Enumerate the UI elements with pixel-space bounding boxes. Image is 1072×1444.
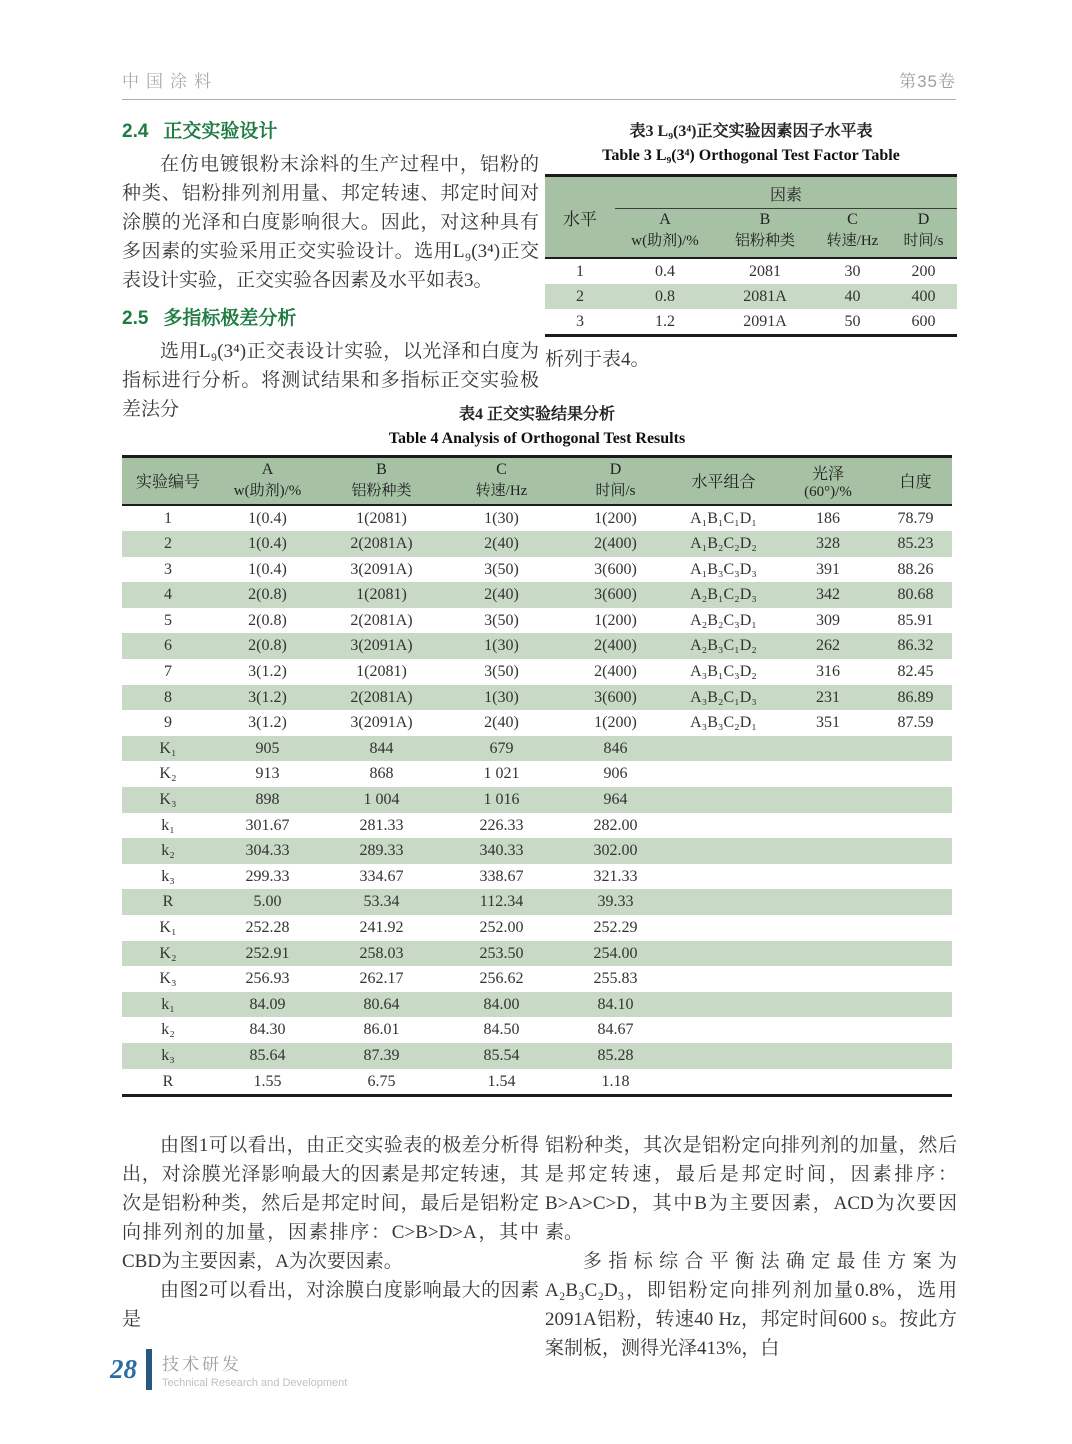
- table-cell: 1(200): [594, 611, 637, 629]
- column-sublabel: w(助剂)/%: [233, 483, 302, 500]
- table-cell: 1(30): [484, 688, 519, 706]
- table-cell: 2: [576, 288, 584, 305]
- table-cell: 2081A: [743, 288, 787, 305]
- table-cell: 1(30): [484, 637, 519, 655]
- table-cell: 252.28: [245, 919, 290, 936]
- column-sublabel: 转速/Hz: [475, 483, 528, 500]
- table3-level-header: 水平: [545, 176, 615, 259]
- table3-col-B: [715, 209, 815, 259]
- table-cell: 6: [164, 637, 172, 655]
- table-cell: 2(400): [594, 663, 637, 681]
- table-cell: 1 004: [363, 791, 400, 809]
- table-row: [122, 531, 952, 557]
- table-cell: 281.33: [359, 816, 404, 834]
- table-cell: 2081: [749, 263, 781, 280]
- table-cell: 231: [816, 688, 840, 706]
- discussion-right-2: 多指标综合平衡法确定最佳方案为A₂B₃C₂D₃，即铝粉定向排列剂加量0.8%，选用2091A铝粉，转速40 Hz，邦定时间600 s。按此方案制板，测得光泽413%，白: [545, 1251, 957, 1359]
- table-cell: 289.33: [359, 842, 404, 860]
- footer-label-en: Technical Research and Development: [162, 1377, 348, 1389]
- table-cell: k₂: [161, 842, 175, 860]
- table-cell: [879, 992, 952, 1018]
- paragraph-2-5: 选用L₉(3⁴)正交表设计实验，以光泽和白度为指标进行分析。将测试结果和多指标正交实验极差法分: [122, 341, 539, 420]
- table-cell: 2: [164, 535, 172, 553]
- table-row: [122, 787, 952, 813]
- table-row: [122, 838, 952, 864]
- table-cell: 39.33: [597, 893, 634, 911]
- table-cell: [670, 1017, 777, 1043]
- table-cell: 84.30: [249, 1021, 286, 1039]
- table3-body: [545, 258, 957, 336]
- table-cell: k₃: [161, 1046, 175, 1064]
- table-cell: 252.29: [593, 919, 638, 936]
- table-cell: A₂B₁C₂D₃: [690, 586, 757, 604]
- table-cell: K₂: [159, 944, 177, 962]
- table-cell: 253.50: [479, 944, 524, 962]
- table-row: [122, 864, 952, 890]
- table-cell: R: [162, 893, 174, 911]
- column-letter: C: [847, 211, 858, 228]
- table-cell: 40: [844, 288, 861, 305]
- table-cell: 3(600): [594, 586, 637, 604]
- table-cell: 2(0.8): [248, 611, 287, 629]
- table-cell: k₂: [161, 1021, 175, 1039]
- column-label: 水平组合: [691, 474, 756, 492]
- discussion-left-2: 由图2可以看出，对涂膜白度影响最大的因素是: [122, 1280, 539, 1330]
- volume-label: 第35卷: [899, 72, 956, 91]
- table-cell: [670, 992, 777, 1018]
- table-cell: 5.00: [253, 893, 282, 911]
- table-cell: 2(40): [484, 535, 519, 553]
- table-cell: [777, 889, 879, 915]
- table-row: [122, 736, 952, 762]
- table-cell: 85.28: [597, 1046, 634, 1064]
- table-cell: [777, 941, 879, 967]
- table-cell: 905: [255, 739, 280, 757]
- table-cell: 1: [164, 509, 172, 527]
- column-sublabel: 时间/s: [595, 483, 636, 500]
- table-cell: 2(0.8): [248, 637, 287, 655]
- table-cell: A₃B₂C₁D₃: [690, 688, 757, 706]
- table-cell: 340.33: [479, 842, 524, 860]
- table-cell: A₃B₃C₂D₁: [690, 714, 757, 732]
- table-cell: K₁: [159, 919, 177, 936]
- table-cell: 3(2091A): [350, 637, 413, 655]
- table-row: [122, 966, 952, 992]
- table-cell: 256.62: [479, 970, 524, 988]
- table-cell: 1(2081): [356, 586, 407, 604]
- table-cell: 3(600): [594, 560, 637, 578]
- table-cell: 3(2091A): [350, 714, 413, 732]
- table-cell: 252.91: [245, 944, 290, 962]
- table-cell: 87.59: [897, 714, 934, 732]
- column-sublabel: 铝粉种类: [351, 483, 412, 500]
- column-label: 白度: [899, 474, 932, 492]
- table-cell: 391: [816, 560, 840, 578]
- table-cell: 84.10: [597, 995, 634, 1013]
- table3-title-zh: 表3 L₉(3⁴)正交实验因素因子水平表: [629, 123, 873, 140]
- table-cell: [777, 736, 879, 762]
- table-cell: 30: [844, 263, 861, 280]
- table-cell: 1.55: [253, 1072, 282, 1090]
- table-row: [122, 685, 952, 711]
- table4: [122, 455, 952, 1097]
- table-cell: 2091A: [743, 313, 787, 330]
- table-row: [122, 915, 952, 941]
- table-cell: 86.89: [897, 688, 934, 706]
- table-cell: [670, 787, 777, 813]
- footer-section-labels: [162, 1350, 347, 1389]
- table-cell: 200: [911, 263, 936, 280]
- table-cell: [777, 1017, 879, 1043]
- table4-col-C: [442, 457, 561, 505]
- table4-col-gloss: [777, 457, 879, 505]
- table-cell: 3(1.2): [248, 663, 287, 681]
- table-cell: 5: [164, 611, 172, 629]
- table3-col-C: [815, 209, 890, 259]
- table4-col-combination: [670, 457, 777, 505]
- table-cell: 2(2081A): [350, 535, 413, 553]
- table3-col-D: [890, 209, 957, 259]
- paragraph-2-4: 在仿电镀银粉末涂料的生产过程中，铝粉的种类、铝粉排列剂用量、邦定转速、邦定时间对涂膜的光泽和白度影响很大。因此，对这种具有多因素的实验采用正交实验设计。选用L₉(3⁴)正交表设计实验，正交实验各因素及水平如表3。: [122, 154, 539, 291]
- table-cell: 1(0.4): [248, 560, 287, 578]
- table-cell: 256.93: [245, 970, 290, 988]
- right-column-top: [545, 118, 957, 374]
- table-cell: 85.91: [897, 611, 934, 629]
- table-cell: [879, 736, 952, 762]
- table-cell: 112.34: [479, 893, 524, 911]
- right-column-bottom: [545, 1131, 957, 1363]
- table-row: [122, 659, 952, 685]
- table-cell: A₂B₂C₃D₁: [690, 611, 757, 629]
- table-cell: 84.00: [483, 995, 520, 1013]
- table3-header: [545, 176, 957, 259]
- table4-header: [122, 457, 952, 505]
- table-row: [122, 710, 952, 736]
- table-cell: 3(600): [594, 688, 637, 706]
- table-cell: R: [162, 1072, 174, 1090]
- section-title: 多指标极差分析: [163, 308, 297, 329]
- table-cell: [670, 941, 777, 967]
- column-label: 光泽: [811, 465, 844, 483]
- table-cell: 8: [164, 688, 172, 706]
- table3: [545, 174, 957, 337]
- section-heading-2-4: [122, 116, 539, 143]
- table-cell: 2(400): [594, 637, 637, 655]
- table-cell: 1.54: [487, 1072, 516, 1090]
- table-cell: 342: [816, 586, 840, 604]
- table-cell: 913: [255, 765, 280, 783]
- table4-col-D: [561, 457, 670, 505]
- table-cell: 351: [816, 714, 840, 732]
- table-cell: 3(50): [484, 560, 519, 578]
- table-cell: 2(2081A): [350, 688, 413, 706]
- table-cell: [670, 864, 777, 890]
- table-row: [545, 258, 957, 284]
- table-cell: [879, 864, 952, 890]
- table-cell: 9: [164, 714, 172, 732]
- table-cell: 254.00: [593, 944, 638, 962]
- table-cell: 0.8: [655, 288, 675, 305]
- table-cell: 85.54: [483, 1046, 520, 1064]
- table-cell: 299.33: [245, 867, 290, 885]
- table-row: [122, 1043, 952, 1069]
- table-cell: 2(2081A): [350, 611, 413, 629]
- page-header: [122, 68, 956, 100]
- column-label: A: [261, 461, 274, 479]
- table-cell: 1(2081): [356, 509, 407, 527]
- column-letter: B: [759, 211, 771, 228]
- table-cell: 6.75: [367, 1072, 396, 1090]
- section-number: 2.4: [122, 121, 149, 142]
- table-cell: [670, 966, 777, 992]
- table-cell: 1(0.4): [248, 535, 287, 553]
- paragraph-2-5-continued: 析列于表4。: [545, 349, 650, 370]
- table3-title-en: Table 3 L₉(3⁴) Orthogonal Test Factor Table: [602, 147, 900, 164]
- table-cell: 2(400): [594, 535, 637, 553]
- table-cell: 906: [603, 765, 628, 783]
- table-row: [122, 633, 952, 659]
- table-cell: 3: [576, 313, 584, 330]
- table-row: [122, 608, 952, 634]
- table-cell: 301.67: [245, 816, 290, 834]
- table-cell: 7: [164, 663, 172, 681]
- table-cell: 3(2091A): [350, 560, 413, 578]
- column-letter: A: [659, 211, 671, 228]
- table-cell: 50: [844, 313, 861, 330]
- table-cell: 84.50: [483, 1021, 520, 1039]
- table-cell: [670, 915, 777, 941]
- table-cell: 86.01: [363, 1021, 400, 1039]
- table-cell: 84.67: [597, 1021, 634, 1039]
- table-cell: 88.26: [897, 560, 934, 578]
- table-cell: [879, 1069, 952, 1096]
- table-cell: k₁: [161, 816, 175, 834]
- table-cell: 1.2: [655, 313, 675, 330]
- table-cell: 679: [489, 739, 514, 757]
- column-sublabel: 铝粉种类: [734, 233, 795, 249]
- table-cell: 309: [816, 611, 840, 629]
- table-cell: 87.39: [363, 1046, 400, 1064]
- table-row: [122, 941, 952, 967]
- table-row: [122, 761, 952, 787]
- table-cell: 328: [816, 535, 840, 553]
- table-cell: 262.17: [359, 970, 404, 988]
- table-cell: k₃: [161, 867, 175, 885]
- table-cell: [777, 838, 879, 864]
- column-letter: D: [917, 211, 930, 228]
- table-cell: 2(0.8): [248, 586, 287, 604]
- table3-factor-header: 因素: [615, 176, 957, 209]
- table-cell: 1(200): [594, 509, 637, 527]
- table-cell: 600: [911, 313, 936, 330]
- table-cell: [879, 813, 952, 839]
- table-cell: 1(30): [484, 509, 519, 527]
- table-cell: 1(2081): [356, 663, 407, 681]
- table-cell: 316: [816, 663, 840, 681]
- page-number: 28: [110, 1354, 137, 1384]
- table-cell: [879, 1043, 952, 1069]
- table-cell: K₃: [159, 970, 177, 988]
- discussion-left-1: 由图1可以看出，由正交实验表的极差分析得出，对涂膜光泽影响最大的因素是邦定转速，其次是铝粉种类，然后是邦定时间，最后是铝粉定向排列剂的加量，因素排序：C>B>D>A，其中CBD为主要因素，A为次要因素。: [122, 1135, 539, 1272]
- table-cell: [777, 787, 879, 813]
- table-cell: 252.00: [479, 919, 524, 936]
- table-cell: A₂B₃C₁D₂: [690, 637, 757, 655]
- table3-col-A: [615, 209, 715, 259]
- table-cell: 82.45: [897, 663, 934, 681]
- table-cell: K₃: [159, 791, 177, 809]
- table4-col-whiteness: [879, 457, 952, 505]
- page-footer: [110, 1349, 347, 1390]
- table-cell: 3(1.2): [248, 714, 287, 732]
- table-cell: 1 016: [483, 791, 520, 809]
- section-title: 正交实验设计: [163, 121, 278, 142]
- table-cell: [879, 889, 952, 915]
- table4-title-zh: 表4 正交实验结果分析: [458, 406, 615, 423]
- table-cell: [879, 1017, 952, 1043]
- section-heading-2-5: [122, 303, 539, 330]
- table-cell: 186: [816, 509, 840, 527]
- table-cell: 400: [911, 288, 936, 305]
- table-cell: [777, 966, 879, 992]
- table-cell: 1.18: [601, 1072, 630, 1090]
- table4-col-B: [321, 457, 442, 505]
- table-cell: 1(200): [594, 714, 637, 732]
- table-cell: 3: [164, 560, 172, 578]
- table-cell: [777, 864, 879, 890]
- table-cell: 844: [369, 739, 394, 757]
- table-cell: 1: [576, 263, 584, 280]
- table-cell: [879, 966, 952, 992]
- table-cell: [670, 838, 777, 864]
- table-cell: [670, 1043, 777, 1069]
- table-cell: [777, 1069, 879, 1096]
- table-cell: k₁: [161, 995, 175, 1013]
- table-cell: [777, 1043, 879, 1069]
- column-sublabel: (60°)/%: [804, 483, 852, 500]
- table4-block: [122, 401, 952, 1097]
- table-cell: 868: [369, 765, 394, 783]
- table-cell: [879, 838, 952, 864]
- column-label: B: [376, 461, 387, 479]
- table-cell: 334.67: [359, 867, 404, 885]
- table-cell: 282.00: [593, 816, 638, 834]
- table-cell: [879, 787, 952, 813]
- table-cell: [777, 992, 879, 1018]
- journal-name: 中国涂料: [122, 72, 218, 91]
- table-cell: 3(50): [484, 611, 519, 629]
- footer-divider-bar: [146, 1349, 152, 1390]
- table-cell: 846: [603, 739, 628, 757]
- table-cell: 321.33: [593, 867, 638, 885]
- table-row: [122, 1069, 952, 1096]
- table-cell: 2(40): [484, 714, 519, 732]
- table-cell: 84.09: [249, 995, 286, 1013]
- table-cell: 226.33: [479, 816, 524, 834]
- table4-title-en: Table 4 Analysis of Orthogonal Test Results: [388, 430, 686, 447]
- table-cell: 85.23: [897, 535, 934, 553]
- table-cell: [879, 941, 952, 967]
- left-column-top: [122, 114, 539, 424]
- table-cell: 4: [164, 586, 172, 604]
- table4-col-A: [214, 457, 321, 505]
- table4-col-run: [122, 457, 214, 505]
- table-cell: 338.67: [479, 867, 524, 885]
- table-cell: [670, 889, 777, 915]
- table-row: [122, 582, 952, 608]
- column-label: D: [609, 461, 622, 479]
- table-cell: 85.64: [249, 1046, 286, 1064]
- table-cell: 3(50): [484, 663, 519, 681]
- table-cell: 255.83: [593, 970, 638, 988]
- table-cell: [777, 813, 879, 839]
- table-cell: 0.4: [655, 263, 675, 280]
- column-label: C: [496, 461, 507, 479]
- table-cell: A₁B₁C₁D₁: [690, 509, 757, 527]
- table-cell: 80.68: [897, 586, 934, 604]
- table-row: [122, 992, 952, 1018]
- table-row: [122, 1017, 952, 1043]
- left-column-bottom: [122, 1131, 539, 1334]
- table-cell: [670, 1069, 777, 1096]
- table-cell: 3(1.2): [248, 688, 287, 706]
- section-number: 2.5: [122, 308, 149, 329]
- table-cell: 964: [603, 791, 628, 809]
- table-cell: 241.92: [359, 919, 404, 936]
- discussion-right-1: 铝粉种类，其次是铝粉定向排列剂的加量，然后是邦定转速，最后是邦定时间，因素排序：B>A>C>D，其中B为主要因素，ACD为次要因素。: [545, 1135, 957, 1243]
- table4-body: [122, 505, 952, 1096]
- table-cell: [670, 813, 777, 839]
- table-cell: [777, 915, 879, 941]
- table-row: [122, 557, 952, 583]
- table-cell: 78.79: [897, 509, 934, 527]
- table-row: [122, 813, 952, 839]
- table-row: [545, 309, 957, 336]
- table-cell: [879, 915, 952, 941]
- table-cell: [879, 761, 952, 787]
- table-cell: A₁B₂C₂D₂: [690, 535, 757, 553]
- table-cell: K₁: [159, 739, 177, 757]
- table-cell: [670, 761, 777, 787]
- footer-label-zh: 技术研发: [162, 1355, 242, 1374]
- table-cell: 80.64: [363, 995, 400, 1013]
- table-cell: 302.00: [593, 842, 638, 860]
- table-cell: A₁B₃C₃D₃: [690, 560, 757, 578]
- table-cell: 2(40): [484, 586, 519, 604]
- column-sublabel: w(助剂)/%: [631, 233, 699, 249]
- table-cell: 262: [816, 637, 840, 655]
- table-cell: K₂: [159, 765, 177, 783]
- table-cell: [670, 736, 777, 762]
- table-row: [122, 505, 952, 532]
- table-cell: 86.32: [897, 637, 934, 655]
- table-cell: 53.34: [363, 893, 400, 911]
- table-cell: [777, 761, 879, 787]
- table-row: [545, 284, 957, 309]
- table-cell: A₃B₁C₃D₂: [690, 663, 757, 681]
- table-cell: 304.33: [245, 842, 290, 860]
- table-cell: 898: [255, 791, 280, 809]
- table-row: [122, 889, 952, 915]
- table-cell: 258.03: [359, 944, 404, 962]
- column-sublabel: 时间/s: [903, 233, 944, 249]
- column-sublabel: 转速/Hz: [826, 233, 879, 249]
- column-label: 实验编号: [135, 474, 200, 492]
- table-cell: 1(0.4): [248, 509, 287, 527]
- table-cell: 1 021: [483, 765, 520, 783]
